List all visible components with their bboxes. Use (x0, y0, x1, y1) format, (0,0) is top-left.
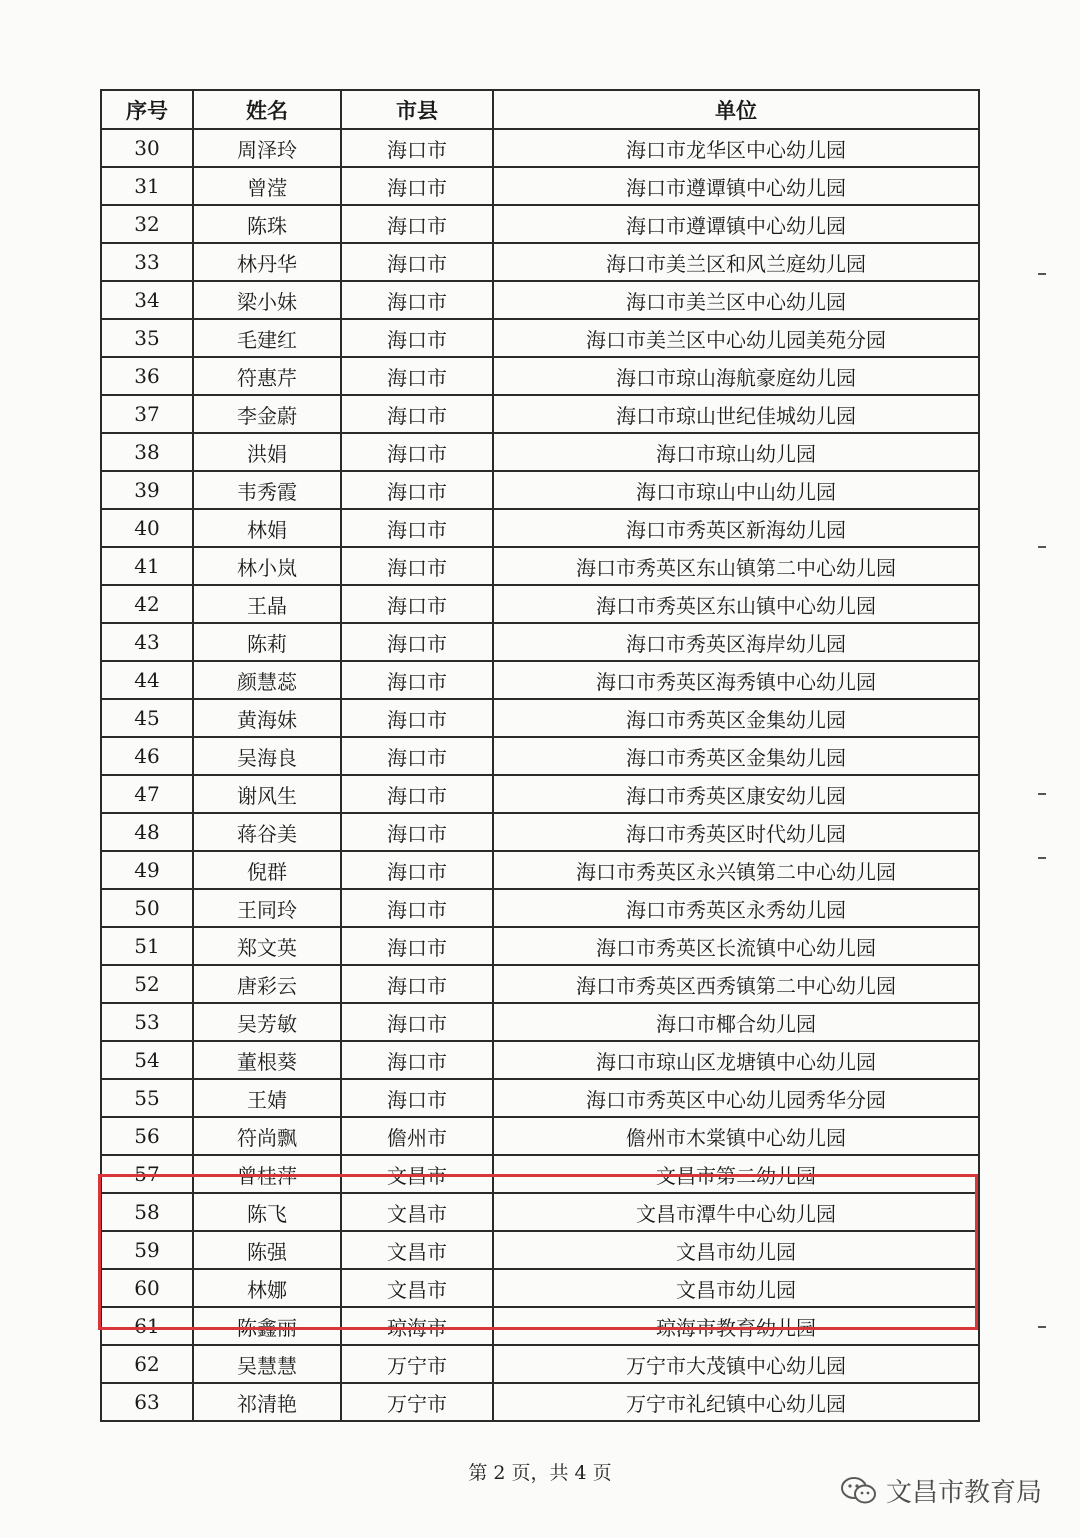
cell-name: 林小岚 (193, 547, 341, 585)
cell-city: 海口市 (341, 1003, 493, 1041)
cell-unit: 海口市琼山世纪佳城幼儿园 (493, 395, 979, 433)
table-row (101, 319, 979, 357)
cell-city: 海口市 (341, 851, 493, 889)
cell-city: 文昌市 (341, 1269, 493, 1307)
cell-unit: 海口市琼山区龙塘镇中心幼儿园 (493, 1041, 979, 1079)
table-row (101, 737, 979, 775)
cell-city: 海口市 (341, 889, 493, 927)
cell-unit: 海口市秀英区西秀镇第二中心幼儿园 (493, 965, 979, 1003)
scan-mark (1038, 793, 1046, 795)
cell-name: 王婧 (193, 1079, 341, 1117)
header-row (101, 90, 979, 129)
table-body (101, 129, 979, 1421)
cell-city: 海口市 (341, 1041, 493, 1079)
cell-name: 陈珠 (193, 205, 341, 243)
table-row (101, 1155, 979, 1193)
table-row (101, 1003, 979, 1041)
cell-unit: 海口市秀英区中心幼儿园秀华分园 (493, 1079, 979, 1117)
cell-unit: 海口市秀英区时代幼儿园 (493, 813, 979, 851)
cell-name: 李金蔚 (193, 395, 341, 433)
table-row (101, 1383, 979, 1421)
cell-no: 57 (101, 1155, 193, 1193)
cell-unit: 海口市秀英区永兴镇第二中心幼儿园 (493, 851, 979, 889)
cell-city: 海口市 (341, 1079, 493, 1117)
header-city: 市县 (341, 90, 493, 129)
cell-no: 39 (101, 471, 193, 509)
cell-unit: 海口市琼山中山幼儿园 (493, 471, 979, 509)
cell-no: 49 (101, 851, 193, 889)
table-row (101, 243, 979, 281)
table-row (101, 1193, 979, 1231)
cell-city: 文昌市 (341, 1231, 493, 1269)
cell-city: 海口市 (341, 129, 493, 167)
cell-name: 林丹华 (193, 243, 341, 281)
table-header (101, 90, 979, 129)
table-row (101, 129, 979, 167)
cell-city: 海口市 (341, 281, 493, 319)
table-row (101, 623, 979, 661)
cell-no: 56 (101, 1117, 193, 1155)
table-row (101, 813, 979, 851)
cell-name: 董根葵 (193, 1041, 341, 1079)
cell-unit: 海口市秀英区海秀镇中心幼儿园 (493, 661, 979, 699)
cell-unit: 海口市秀英区东山镇中心幼儿园 (493, 585, 979, 623)
table-row (101, 699, 979, 737)
cell-city: 海口市 (341, 167, 493, 205)
cell-city: 文昌市 (341, 1193, 493, 1231)
cell-name: 陈飞 (193, 1193, 341, 1231)
watermark-text: 文昌市教育局 (885, 1478, 1042, 1508)
cell-unit: 海口市秀英区海岸幼儿园 (493, 623, 979, 661)
cell-unit: 万宁市礼纪镇中心幼儿园 (493, 1383, 979, 1421)
table-row (101, 927, 979, 965)
header-no: 序号 (101, 90, 193, 129)
table-row (101, 281, 979, 319)
cell-name: 黄海妹 (193, 699, 341, 737)
scan-mark (1038, 1326, 1046, 1328)
cell-city: 海口市 (341, 699, 493, 737)
cell-unit: 文昌市幼儿园 (493, 1269, 979, 1307)
cell-name: 吴海良 (193, 737, 341, 775)
cell-no: 37 (101, 395, 193, 433)
cell-no: 40 (101, 509, 193, 547)
cell-no: 47 (101, 775, 193, 813)
cell-name: 吴慧慧 (193, 1345, 341, 1383)
table-row (101, 1231, 979, 1269)
scan-mark (1038, 546, 1046, 548)
cell-no: 59 (101, 1231, 193, 1269)
cell-name: 蒋谷美 (193, 813, 341, 851)
cell-unit: 海口市秀英区东山镇第二中心幼儿园 (493, 547, 979, 585)
cell-unit: 海口市美兰区中心幼儿园 (493, 281, 979, 319)
cell-name: 毛建红 (193, 319, 341, 357)
cell-name: 陈强 (193, 1231, 341, 1269)
cell-city: 海口市 (341, 509, 493, 547)
table-row (101, 1345, 979, 1383)
watermark (840, 1472, 1042, 1509)
table-row (101, 1269, 979, 1307)
cell-no: 42 (101, 585, 193, 623)
table-row (101, 167, 979, 205)
cell-unit: 海口市椰合幼儿园 (493, 1003, 979, 1041)
cell-city: 海口市 (341, 927, 493, 965)
cell-no: 53 (101, 1003, 193, 1041)
table-row (101, 851, 979, 889)
cell-name: 陈莉 (193, 623, 341, 661)
table-row (101, 1079, 979, 1117)
cell-city: 万宁市 (341, 1345, 493, 1383)
cell-name: 洪娟 (193, 433, 341, 471)
cell-unit: 琼海市教育幼儿园 (493, 1307, 979, 1345)
cell-no: 48 (101, 813, 193, 851)
cell-unit: 海口市秀英区金集幼儿园 (493, 737, 979, 775)
cell-no: 36 (101, 357, 193, 395)
cell-unit: 海口市秀英区永秀幼儿园 (493, 889, 979, 927)
table-row (101, 471, 979, 509)
cell-city: 海口市 (341, 547, 493, 585)
cell-unit: 海口市美兰区中心幼儿园美苑分园 (493, 319, 979, 357)
cell-unit: 海口市遵谭镇中心幼儿园 (493, 205, 979, 243)
roster-table (100, 89, 980, 1422)
cell-name: 周泽玲 (193, 129, 341, 167)
cell-name: 祁清艳 (193, 1383, 341, 1421)
table-row (101, 585, 979, 623)
cell-name: 韦秀霞 (193, 471, 341, 509)
table-row (101, 205, 979, 243)
table-row (101, 547, 979, 585)
cell-no: 46 (101, 737, 193, 775)
cell-city: 琼海市 (341, 1307, 493, 1345)
cell-name: 唐彩云 (193, 965, 341, 1003)
cell-no: 30 (101, 129, 193, 167)
table-row (101, 1307, 979, 1345)
table-row (101, 395, 979, 433)
cell-city: 海口市 (341, 661, 493, 699)
cell-name: 林娟 (193, 509, 341, 547)
cell-no: 51 (101, 927, 193, 965)
cell-unit: 文昌市幼儿园 (493, 1231, 979, 1269)
cell-no: 31 (101, 167, 193, 205)
cell-name: 符惠芹 (193, 357, 341, 395)
table-row (101, 509, 979, 547)
cell-name: 曾桂萍 (193, 1155, 341, 1193)
cell-no: 34 (101, 281, 193, 319)
cell-city: 海口市 (341, 205, 493, 243)
cell-city: 海口市 (341, 585, 493, 623)
table-row (101, 661, 979, 699)
cell-unit: 海口市秀英区新海幼儿园 (493, 509, 979, 547)
cell-name: 陈鑫丽 (193, 1307, 341, 1345)
cell-no: 58 (101, 1193, 193, 1231)
cell-name: 王同玲 (193, 889, 341, 927)
header-name: 姓名 (193, 90, 341, 129)
cell-city: 海口市 (341, 395, 493, 433)
cell-name: 林娜 (193, 1269, 341, 1307)
cell-name: 颜慧蕊 (193, 661, 341, 699)
scan-mark (1038, 273, 1046, 275)
cell-no: 41 (101, 547, 193, 585)
cell-no: 52 (101, 965, 193, 1003)
cell-no: 60 (101, 1269, 193, 1307)
cell-no: 38 (101, 433, 193, 471)
cell-name: 郑文英 (193, 927, 341, 965)
wechat-icon (840, 1476, 878, 1506)
cell-unit: 万宁市大茂镇中心幼儿园 (493, 1345, 979, 1383)
table-row (101, 357, 979, 395)
cell-city: 海口市 (341, 737, 493, 775)
cell-unit: 海口市琼山海航豪庭幼儿园 (493, 357, 979, 395)
cell-name: 吴芳敏 (193, 1003, 341, 1041)
cell-city: 海口市 (341, 243, 493, 281)
cell-unit: 海口市龙华区中心幼儿园 (493, 129, 979, 167)
cell-city: 海口市 (341, 623, 493, 661)
cell-name: 谢风生 (193, 775, 341, 813)
cell-unit: 海口市美兰区和风兰庭幼儿园 (493, 243, 979, 281)
cell-no: 32 (101, 205, 193, 243)
cell-unit: 海口市琼山幼儿园 (493, 433, 979, 471)
cell-city: 海口市 (341, 965, 493, 1003)
cell-city: 海口市 (341, 433, 493, 471)
cell-unit: 文昌市第二幼儿园 (493, 1155, 979, 1193)
cell-no: 35 (101, 319, 193, 357)
cell-unit: 海口市秀英区金集幼儿园 (493, 699, 979, 737)
scan-mark (1038, 857, 1046, 859)
cell-name: 王晶 (193, 585, 341, 623)
cell-no: 61 (101, 1307, 193, 1345)
cell-city: 文昌市 (341, 1155, 493, 1193)
header-unit: 单位 (493, 90, 979, 129)
table-row (101, 1117, 979, 1155)
cell-unit: 海口市秀英区康安幼儿园 (493, 775, 979, 813)
cell-no: 63 (101, 1383, 193, 1421)
cell-city: 儋州市 (341, 1117, 493, 1155)
cell-name: 倪群 (193, 851, 341, 889)
cell-name: 梁小妹 (193, 281, 341, 319)
cell-no: 62 (101, 1345, 193, 1383)
cell-name: 曾滢 (193, 167, 341, 205)
table-row (101, 433, 979, 471)
cell-no: 44 (101, 661, 193, 699)
cell-no: 50 (101, 889, 193, 927)
cell-city: 海口市 (341, 357, 493, 395)
cell-unit: 海口市遵谭镇中心幼儿园 (493, 167, 979, 205)
cell-city: 万宁市 (341, 1383, 493, 1421)
cell-city: 海口市 (341, 471, 493, 509)
cell-unit: 海口市秀英区长流镇中心幼儿园 (493, 927, 979, 965)
cell-no: 33 (101, 243, 193, 281)
cell-name: 符尚飘 (193, 1117, 341, 1155)
cell-city: 海口市 (341, 775, 493, 813)
page-number: 第 2 页，共 4 页 (468, 1462, 612, 1484)
cell-unit: 文昌市潭牛中心幼儿园 (493, 1193, 979, 1231)
cell-unit: 儋州市木棠镇中心幼儿园 (493, 1117, 979, 1155)
cell-no: 54 (101, 1041, 193, 1079)
cell-no: 55 (101, 1079, 193, 1117)
table-row (101, 1041, 979, 1079)
cell-no: 43 (101, 623, 193, 661)
cell-city: 海口市 (341, 813, 493, 851)
table-row (101, 965, 979, 1003)
cell-no: 45 (101, 699, 193, 737)
table-row (101, 889, 979, 927)
cell-city: 海口市 (341, 319, 493, 357)
table-row (101, 775, 979, 813)
